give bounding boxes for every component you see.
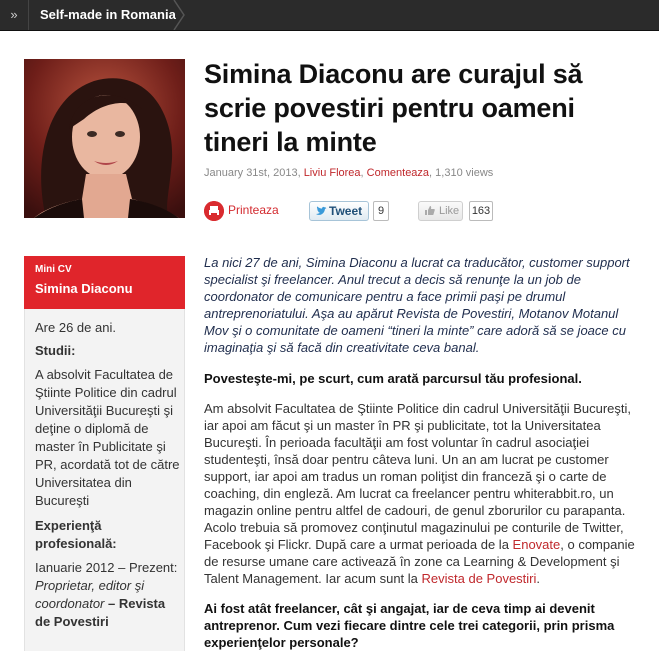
cv-experience-role: Proprietar, editor şi coordonator: [35, 578, 145, 611]
double-chevron-icon[interactable]: »: [0, 0, 29, 30]
mini-cv-body: [35, 319, 180, 631]
author-link[interactable]: Liviu Florea: [303, 167, 361, 179]
breadcrumb[interactable]: Self-made in Romania: [40, 7, 176, 22]
article-title: Simina Diaconu are curajul să scrie povestiri pentru oameni tineri la minte: [204, 59, 583, 157]
cv-experience-dash: –: [104, 596, 119, 611]
cv-experience-entry: [35, 559, 180, 631]
cv-experience-heading: Experienţă profesională:: [35, 518, 117, 551]
revista-link[interactable]: Revista de Povestiri: [421, 571, 537, 586]
top-bar: [0, 0, 659, 31]
mini-cv-header: [24, 256, 185, 309]
article-meta: January 31st, 2013, Liviu Florea, Comenteaza, 1,310 views: [204, 167, 494, 179]
tweet-count: 9: [373, 201, 389, 221]
question-1: Povesteşte-mi, pe scurt, cum arată parcursul tău profesional.: [204, 371, 582, 386]
answer-1-part2: , o companie de resurse umane care activează în zone ca Learning & Development şi Talent Management. Iar acum sunt la: [204, 537, 635, 586]
cv-experience-company: Revista de Povestiri: [35, 596, 166, 629]
comments-link[interactable]: Comenteaza: [366, 167, 430, 179]
like-count: 163: [469, 201, 493, 221]
answer-1-part1: Am absolvit Facultatea de Ştiinte Politice din cadrul Universităţii Bucureşti, iar apoi am făcut şi un master în PR şi publicitate, tot la Universitatea Bucureşti. În perioada facultăţii am fost voluntar în cadrul asociaţiei studenteşti, însă doar pentru câteva luni. Un an am lucrat pe customer support, iar apoi am tradus un roman poliţist din franceză şi o carte de coaching, din engleză. Am lucrat ca freelancer pentru whiterabbit.ro, un magazin online pentru altfel de cadouri, de genul zborurilor cu parapanta. Acolo trebuia să promovez conţinutul magazinului pe conturile de Twitter, Facebook şi Flickr. După care a urmat perioada de la: [204, 401, 632, 552]
tweet-button[interactable]: [309, 201, 369, 221]
cv-age: Are 26 de ani.: [35, 320, 116, 335]
mini-cv-label: Mini CV: [35, 264, 72, 275]
view-count: 1,310 views: [435, 167, 494, 179]
tweet-label: Tweet: [329, 204, 363, 218]
question-2: Ai fost atât freelancer, cât şi angajat, iar de ceva timp ai devenit antreprenor. Cum vezi fiecare dintre cele trei categorii, prin prisma experienţelor personale?: [204, 601, 615, 650]
thumbs-up-icon: [424, 205, 435, 216]
mini-cv-panel: [24, 256, 185, 651]
article-date: January 31st, 2013,: [204, 167, 301, 179]
like-button[interactable]: [418, 201, 463, 221]
author-photo: [24, 59, 185, 218]
answer-1-part3: .: [536, 571, 541, 586]
breadcrumb-separator-icon: [170, 0, 190, 30]
print-label: Printeaza: [228, 203, 279, 217]
mini-cv-name: Simina Diaconu: [35, 281, 133, 296]
answer-1: [204, 400, 644, 587]
enovate-link[interactable]: Enovate: [512, 537, 561, 552]
print-icon: [204, 201, 224, 221]
twitter-bird-icon: [315, 205, 327, 217]
cv-experience-period: Ianuarie 2012 – Prezent:: [35, 560, 178, 575]
article-lead: La nici 27 de ani, Simina Diaconu a lucrat ca traducător, customer support specialist şi freelancer. Anul trecut a decis să renunţe la un job de coordonator de comunicare pentru a face primii paşi pe drumul antreprenoriatului. Aşa au apărut Revista de Povestiri, Motanov Motanul Mov şi o comunitate de oameni “tineri la minte” care adoră să se joace cu imaginaţia şi să facă din creativitate ceva banal.: [204, 255, 630, 355]
article-body: [204, 254, 644, 651]
like-label: Like: [439, 205, 460, 217]
cv-studies-text: A absolvit Facultatea de Ştiinte Politice din cadrul Universităţii Bucureşti şi deţine o diplomă de master în Publicitate şi PR, acordată tot de către Universitatea din Bucureşti: [35, 367, 180, 508]
cv-studies-heading: Studii:: [35, 343, 76, 358]
